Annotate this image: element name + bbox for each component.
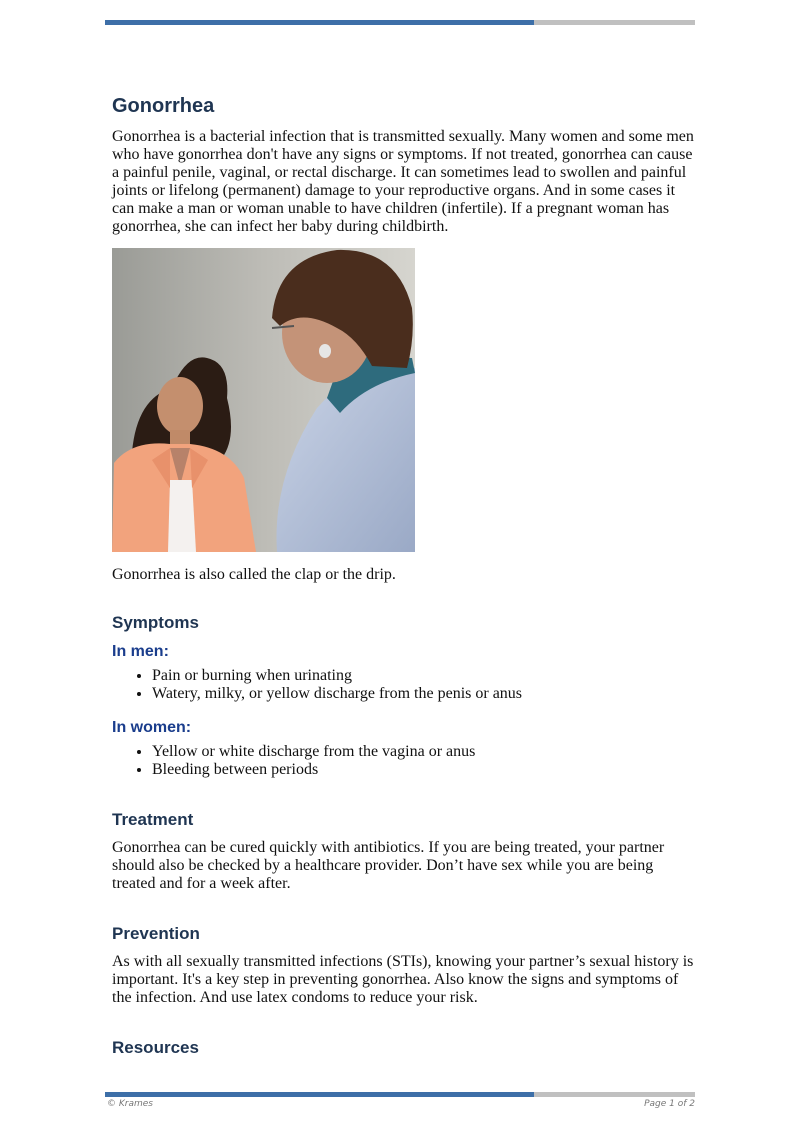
bottom-divider-gray: [534, 1092, 695, 1097]
doctor-patient-photo: [112, 248, 415, 552]
symptoms-women-heading: In women:: [112, 719, 192, 736]
symptoms-heading: Symptoms: [112, 613, 199, 632]
list-item: • Watery, milky, or yellow discharge from the penis or anus: [152, 685, 697, 703]
prevention-paragraph: As with all sexually transmitted infections (STIs), knowing your partner’s sexual history is important. It's a key step in preventing gonorrhea. Also know the signs and symptoms of the infection. And use latex condoms to reduce your risk.: [112, 953, 694, 1006]
list-item: • Bleeding between periods: [152, 761, 697, 779]
bottom-divider-blue: [105, 1092, 534, 1097]
symptoms-men-list: [112, 667, 697, 703]
top-divider-blue: [105, 20, 534, 25]
symptoms-women-list: [112, 743, 697, 779]
footer-copyright: © Krames: [107, 1099, 153, 1109]
treatment-heading: Treatment: [112, 810, 194, 829]
also-called-paragraph: Gonorrhea is also called the clap or the drip.: [112, 566, 396, 583]
page-title: Gonorrhea: [112, 95, 215, 117]
top-divider-bar: [105, 20, 695, 25]
resources-heading: Resources: [112, 1038, 199, 1057]
footer-page-number: Page 1 of 2: [644, 1099, 695, 1109]
treatment-paragraph: Gonorrhea can be cured quickly with antibiotics. If you are being treated, your partner should also be checked by a healthcare provider. Don’t have sex while you are being treated and for a week after.: [112, 839, 665, 892]
top-divider-gray: [534, 20, 695, 25]
bottom-divider-bar: [105, 1092, 695, 1097]
list-item: • Pain or burning when urinating: [152, 667, 697, 685]
list-item: • Yellow or white discharge from the vagina or anus: [152, 743, 697, 761]
symptoms-men-heading: In men:: [112, 643, 169, 660]
prevention-heading: Prevention: [112, 924, 200, 943]
document-content: [112, 92, 697, 1059]
intro-paragraph: Gonorrhea is a bacterial infection that is transmitted sexually. Many women and some men who have gonorrhea don't have any signs or symptoms. If not treated, gonorrhea can cause a painful penile, vaginal, or rectal discharge. It can sometimes lead to swollen and painful joints or lifelong (permanent) damage to your reproductive organs. And in some cases it can make a man or woman unable to have children (infertile). If a pregnant woman has gonorrhea, she can infect her baby during childbirth.: [112, 128, 694, 235]
